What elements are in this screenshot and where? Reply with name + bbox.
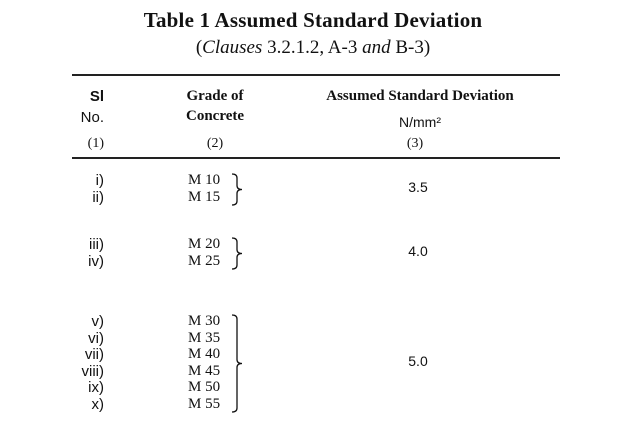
row-grade: M 25 [188,252,221,269]
grouping-brace [232,173,246,206]
header-grade-line1: Grade of [186,88,244,104]
subtitle-last-ref: B-3) [390,37,431,58]
group-std-deviation: 4.0 [408,242,428,259]
header-sl-line2: No. [80,109,104,126]
subtitle-refs: 3.2.1.2, A-3 [262,37,363,58]
row-grade: M 40 [188,346,221,362]
row-sl-number: vii) [84,346,104,363]
subtitle-and-word: and [362,37,391,58]
subtitle-open-paren: ( [195,37,203,58]
header-grade-line2: Concrete [185,108,245,124]
group-std-deviation: 3.5 [408,178,428,195]
row-sl-number: x) [91,395,104,413]
row-grade: M 35 [188,329,221,346]
header-col1: (1) [87,136,104,151]
row-sl-number: iii) [89,236,104,253]
row-grade: M 30 [188,313,221,329]
header-col2: (2) [206,136,224,151]
row-sl-number: vi) [88,329,104,347]
row-grade: M 45 [188,362,221,379]
header-sl-line1: Sl [89,88,104,105]
mid-rule [72,157,560,159]
subtitle-clauses-word: Clauses [202,37,263,58]
row-grade: M 55 [188,395,221,412]
row-sl-number: viii) [81,362,104,380]
row-grade: M 10 [188,172,221,188]
row-sl-number: iv) [88,252,104,270]
row-sl-number: ix) [88,379,104,396]
row-grade: M 50 [188,379,221,395]
group-std-deviation: 5.0 [408,352,428,369]
table-title: Table 1 Assumed Standard Deviation [143,8,483,32]
row-sl-number: v) [91,313,104,330]
row-grade: M 20 [188,236,221,252]
header-deviation: Assumed Standard Deviation [326,88,514,104]
header-unit: N/mm² [399,114,441,130]
row-grade: M 15 [188,188,221,205]
row-sl-number: i) [95,172,104,189]
top-rule [72,74,560,76]
grouping-brace [232,314,246,413]
grouping-brace [232,237,246,270]
row-sl-number: ii) [92,188,104,206]
header-col3: (3) [406,136,424,151]
table-subtitle [0,37,626,59]
